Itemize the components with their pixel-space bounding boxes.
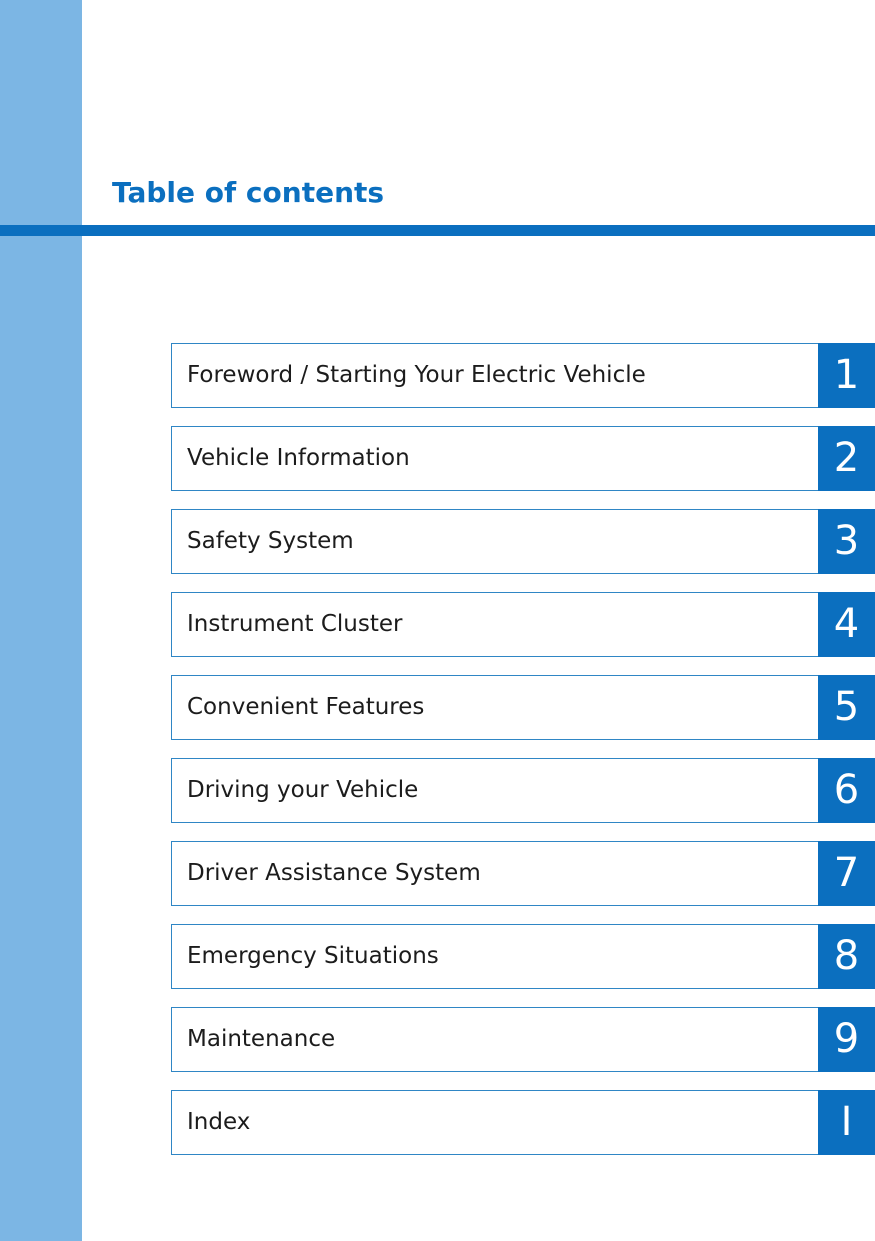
toc-item-foreword[interactable] bbox=[171, 343, 875, 408]
toc-item-box bbox=[171, 592, 819, 657]
toc-item-box bbox=[171, 924, 819, 989]
toc-item-box bbox=[171, 509, 819, 574]
toc-item-safety-system[interactable] bbox=[171, 509, 875, 574]
chapter-tab[interactable]: 2 bbox=[818, 426, 875, 491]
toc-item-box bbox=[171, 343, 819, 408]
toc-item-label: Index bbox=[187, 1109, 251, 1135]
toc-item-driving-your-vehicle[interactable] bbox=[171, 758, 875, 823]
toc-item-box bbox=[171, 426, 819, 491]
chapter-tab[interactable]: 6 bbox=[818, 758, 875, 823]
chapter-tab[interactable]: 3 bbox=[818, 509, 875, 574]
toc-item-label: Convenient Features bbox=[187, 694, 425, 720]
toc-item-emergency-situations[interactable] bbox=[171, 924, 875, 989]
toc-item-box bbox=[171, 675, 819, 740]
toc-item-label: Vehicle Information bbox=[187, 445, 410, 471]
page-title: Table of contents bbox=[112, 176, 385, 209]
toc-item-vehicle-information[interactable] bbox=[171, 426, 875, 491]
toc-item-label: Foreword / Starting Your Electric Vehicle bbox=[187, 362, 646, 388]
toc-item-box bbox=[171, 1090, 819, 1155]
toc-item-label: Driver Assistance System bbox=[187, 860, 481, 886]
toc-item-label: Driving your Vehicle bbox=[187, 777, 419, 803]
toc-item-index[interactable] bbox=[171, 1090, 875, 1155]
toc-item-maintenance[interactable] bbox=[171, 1007, 875, 1072]
chapter-tab[interactable]: 1 bbox=[818, 343, 875, 408]
chapter-tab[interactable]: 4 bbox=[818, 592, 875, 657]
toc-item-label: Maintenance bbox=[187, 1026, 336, 1052]
toc-item-box bbox=[171, 1007, 819, 1072]
chapter-tab[interactable]: 7 bbox=[818, 841, 875, 906]
chapter-tab[interactable]: 9 bbox=[818, 1007, 875, 1072]
toc-item-label: Emergency Situations bbox=[187, 943, 439, 969]
side-band bbox=[0, 0, 82, 1241]
toc-item-label: Safety System bbox=[187, 528, 354, 554]
toc-item-label: Instrument Cluster bbox=[187, 611, 403, 637]
toc-item-convenient-features[interactable] bbox=[171, 675, 875, 740]
toc-item-box bbox=[171, 758, 819, 823]
chapter-tab[interactable]: 8 bbox=[818, 924, 875, 989]
chapter-tab[interactable]: 5 bbox=[818, 675, 875, 740]
toc-item-box bbox=[171, 841, 819, 906]
chapter-tab[interactable]: I bbox=[818, 1090, 875, 1155]
toc-item-instrument-cluster[interactable] bbox=[171, 592, 875, 657]
toc-item-driver-assistance-system[interactable] bbox=[171, 841, 875, 906]
title-divider bbox=[0, 225, 875, 236]
toc-list bbox=[171, 343, 875, 1173]
